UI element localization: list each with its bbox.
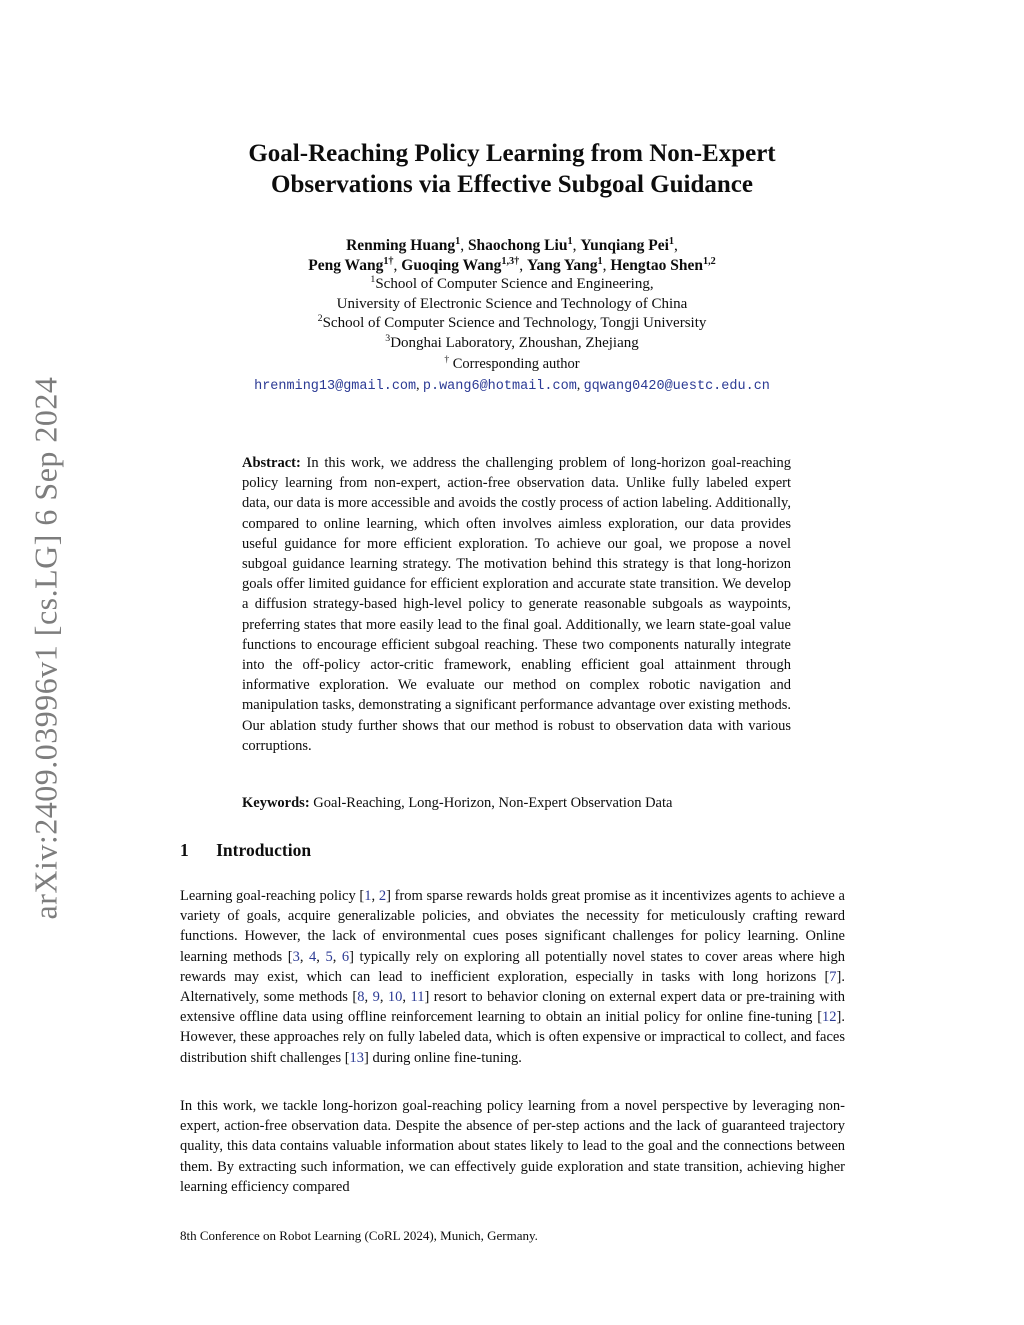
citation-link[interactable]: 12 xyxy=(822,1009,837,1026)
text-run: 3 xyxy=(385,333,391,345)
text-run: 1 xyxy=(597,255,603,267)
text-run: ] during online fine-tuning. xyxy=(364,1049,522,1066)
text-run: , xyxy=(519,256,528,274)
author-names-line-2 xyxy=(0,256,1024,276)
text-run: , xyxy=(332,948,342,965)
text-run: , xyxy=(674,237,678,254)
text-run: 1† xyxy=(383,255,394,267)
text-run: Shaochong Liu xyxy=(467,237,568,254)
arxiv-watermark: arXiv:2409.03996v1 [cs.LG] 6 Sep 2024 xyxy=(27,376,64,920)
email-link[interactable]: hrenming13@gmail.com xyxy=(254,378,417,394)
citation-link[interactable]: 13 xyxy=(349,1049,365,1066)
section-number: 1 xyxy=(180,840,189,860)
abstract-label: Abstract: xyxy=(242,455,301,471)
text-run: , xyxy=(316,948,326,965)
citation-link[interactable]: 3 xyxy=(292,948,300,965)
text-run: Guoqing Wang xyxy=(401,256,502,274)
text-run: ] typically rely on exploring all potentially novel states to cover areas where high rewards may exist, which can lead to inefficient exploration, especially in tasks with long horizons [ xyxy=(180,948,845,985)
text-run: 1,3† xyxy=(501,255,520,267)
affiliation-line-4 xyxy=(0,334,1024,354)
text-run: ]. Alternatively, some methods [ xyxy=(180,968,845,1006)
text-run: Learning goal-reaching policy [ xyxy=(180,888,365,904)
affiliation-line-2 xyxy=(0,295,1024,315)
paper-title-line-2: Observations via Effective Subgoal Guidance xyxy=(271,171,753,198)
text-run: In this work, we tackle long-horizon goal-reaching policy learning from a novel perspective by leveraging non-expert, action-free observation data. Despite the absence of per-step actions and the lack of guaranteed trajectory quality, this data contains valuable information about states likely to lead to the goal and the connections between them. By extracting such information, we can effectively guide exploration and state transition, achieving higher learning efficiency compared xyxy=(180,1098,845,1195)
keywords xyxy=(242,793,791,813)
text-run: University of Electronic Science and Technology of China xyxy=(336,295,688,312)
section-heading-introduction xyxy=(180,840,311,861)
abstract xyxy=(242,453,791,756)
authors-block xyxy=(0,236,1024,396)
text-run: ] resort to behavior cloning on external expert data or pre-training with extensive offline data using offline reinforcement learning to obtain an initial policy for online fine-tuning [ xyxy=(180,989,846,1026)
citation-link[interactable]: 7 xyxy=(829,968,837,985)
text-run: Yang Yang xyxy=(527,256,598,274)
text-run: , xyxy=(572,237,581,254)
citation-link[interactable]: 6 xyxy=(341,948,350,965)
email-link[interactable]: gqwang0420@uestc.edu.cn xyxy=(583,378,770,394)
text-run: , xyxy=(393,256,402,274)
text-run: , xyxy=(402,989,411,1006)
text-run: Yunqiang Pei xyxy=(580,237,669,254)
text-run: 1 xyxy=(567,235,573,247)
text-run: , xyxy=(371,888,379,904)
text-run: ]. However, these approaches rely on fully labeled data, which is often expensive or impractical to collect, and faces distribution shift challenges [ xyxy=(180,1009,845,1066)
section-title: Introduction xyxy=(216,840,312,860)
keywords-text: Goal-Reaching, Long-Horizon, Non-Expert Observation Data xyxy=(313,795,673,811)
text-run: 1 xyxy=(455,235,461,247)
text-run: † xyxy=(444,353,450,365)
abstract-text: In this work, we address the challenging problem of long-horizon goal-reaching policy learning from non-expert, action-free observation data. Unlike fully labeled expert data, our data is more accessible and avoids the costly process of action labeling. Additionally, compared to online learning, which often involves aimless exploration, our data provides useful guidance for more efficient exploration. To achieve our goal, we propose a novel subgoal guidance learning strategy. The motivation behind this strategy is that long-horizon goals offer limited guidance for efficient exploration and accurate state transition. We develop a diffusion strategy-based high-level policy to generate reasonable subgoals as waypoints, preferring states that more easily lead to the final goal. Additionally, we learn state-goal value functions to encourage efficient subgoal reaching. These two components naturally integrate into the off-policy actor-critic framework, enabling efficient goal attainment through informative exploration. We evaluate our method on complex robotic navigation and manipulation tasks, demonstrating a significant performance advantage over existing methods. Our ablation study further shows that our method is robust to observation data with various corruptions. xyxy=(242,455,792,754)
text-run: School of Computer Science and Technology, Tongji University xyxy=(322,315,707,332)
introduction-paragraph-1 xyxy=(180,886,845,1068)
citation-link[interactable]: 10 xyxy=(387,989,403,1006)
text-run: Hengtao Shen xyxy=(610,256,703,274)
text-run: , xyxy=(460,237,468,254)
citation-link[interactable]: 2 xyxy=(378,888,387,904)
keywords-label: Keywords: xyxy=(242,795,310,811)
citation-link[interactable]: 4 xyxy=(309,948,317,965)
citation-link[interactable]: 8 xyxy=(357,989,365,1006)
conference-footnote: 8th Conference on Robot Learning (CoRL 2024), Munich, Germany. xyxy=(180,1228,538,1243)
text-run: ] from sparse rewards holds great promise as it incentivizes agents to achieve a variety of goals, acquire generalizable policies, and obviates the necessity for meticulously crafting reward functions. However, the lack of environmental cues poses significant challenges for policy learning. Online learning methods [ xyxy=(180,888,845,965)
text-run: , xyxy=(416,376,423,392)
paper-title xyxy=(0,138,1024,200)
text-run: School of Computer Science and Engineering, xyxy=(375,276,654,292)
citation-link[interactable]: 1 xyxy=(364,888,372,904)
text-run: , xyxy=(364,989,373,1006)
text-run: Renming Huang xyxy=(346,237,456,254)
email-link[interactable]: p.wang6@hotmail.com xyxy=(422,378,577,394)
citation-link[interactable]: 5 xyxy=(325,948,333,965)
text-run: 1 xyxy=(668,235,675,247)
text-run: Peng Wang xyxy=(308,256,384,274)
author-names-line-1 xyxy=(0,236,1024,256)
text-run: Donghai Laboratory, Zhoushan, Zhejiang xyxy=(390,335,639,352)
text-run: , xyxy=(602,256,611,274)
text-run: 1 xyxy=(370,274,376,285)
affiliation-line-1 xyxy=(0,275,1024,295)
citation-link[interactable]: 11 xyxy=(410,989,425,1006)
introduction-paragraph-2 xyxy=(180,1096,845,1197)
text-run: 1,2 xyxy=(702,255,716,267)
citation-link[interactable]: 9 xyxy=(372,989,380,1006)
author-emails xyxy=(0,375,1024,396)
paper-title-line-1: Goal-Reaching Policy Learning from Non-Expert xyxy=(248,140,776,167)
text-run: , xyxy=(299,948,310,965)
text-run: , xyxy=(576,376,584,392)
corresponding-author-note xyxy=(0,355,1024,374)
text-run: Corresponding author xyxy=(449,355,580,372)
affiliation-line-3 xyxy=(0,314,1024,334)
text-run: 2 xyxy=(317,313,323,325)
text-run: , xyxy=(379,989,388,1006)
